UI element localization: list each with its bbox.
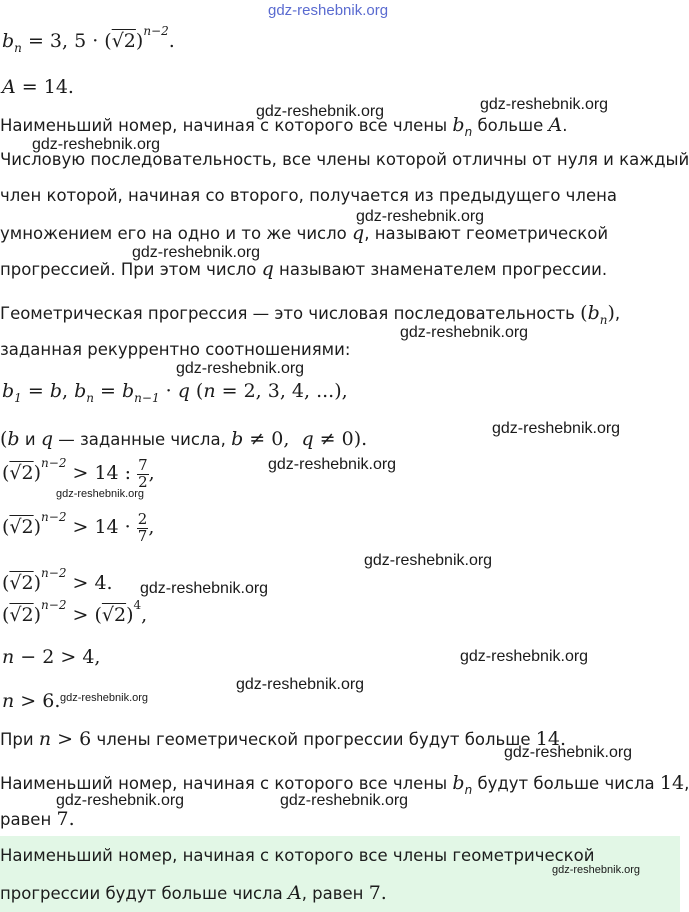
watermark: gdz-reshebnik.org [32, 136, 161, 153]
formula-a: A = 14. [2, 76, 74, 98]
watermark: gdz-reshebnik.org [236, 676, 365, 693]
inequality-1: $(√2)^{n-2} > 14$ : $\frac{7}{2}$ , [2, 455, 155, 491]
answer-line-1: Наименьший номер, начиная с которого все члены геометрической [0, 846, 595, 865]
watermark: gdz-reshebnik.org [280, 792, 409, 809]
watermark: gdz-reshebnik.org [400, 324, 529, 341]
watermark: gdz-reshebnik.org [492, 420, 621, 437]
watermark: gdz-reshebnik.org [356, 208, 485, 225]
watermark: gdz-reshebnik.org [552, 864, 641, 876]
result-line-2: Наименьший номер, начиная с которого все члены $b_n$ будут больше числа 14, [0, 772, 689, 797]
given-line: (b и q — заданные числа, b ≠ 0, q ≠ 0). [0, 428, 368, 450]
watermark: gdz-reshebnik.org [460, 648, 589, 665]
watermark: gdz-reshebnik.org [268, 2, 389, 19]
watermark: gdz-reshebnik.org [256, 103, 385, 120]
question-line: Наименьший номер, начиная с которого все члены $b_n$ больше A. [0, 114, 568, 139]
recurrence-formula: $b_1 = b$, $b_n = b_{n-1} \cdot q$ (n = 2, 3, 4, ...), [2, 380, 348, 405]
inequality-2: $(√2)^{n-2} > 14$ · $\frac{2}{7}$ , [2, 509, 155, 545]
inequality-5: n − 2 > 4, [2, 646, 101, 668]
definition-line-3: умножением его на одно и то же число q, называют геометрической [0, 222, 609, 244]
result-line-3: равен 7. [0, 808, 75, 830]
definition-text: , называют геометрической [364, 224, 609, 243]
result-text: При [0, 730, 34, 749]
watermark: gdz-reshebnik.org [364, 552, 493, 569]
answer-text: прогрессии будут больше числа [0, 884, 283, 903]
result-text: будут больше числа [477, 774, 655, 793]
watermark: gdz-reshebnik.org [56, 792, 185, 809]
inequality-3: $(√2)^{n-2} > 4$. [2, 566, 113, 594]
definition-text: называют знаменателем прогрессии. [279, 260, 608, 279]
watermark: gdz-reshebnik.org [480, 96, 609, 113]
question-text: Наименьший номер, начиная с которого все члены [0, 116, 448, 135]
gp-definition-line-2: заданная рекуррентно соотношениями: [0, 340, 351, 359]
answer-text: , равен [301, 884, 364, 903]
watermark: gdz-reshebnik.org [60, 692, 149, 704]
formula-bn: $b_n = 3$, $5 \cdot (√2)^{n-2}$. [2, 24, 175, 55]
definition-line-2: член которой, начиная со второго, получается из предыдущего члена [0, 186, 618, 205]
definition-text: Геометрическая прогрессия — это числовая последовательность [0, 304, 575, 323]
definition-line-4: прогрессией. При этом число q называют знаменателем прогрессии. [0, 258, 608, 280]
question-tail: больше [477, 116, 544, 135]
gp-definition-line-1: Геометрическая прогрессия — это числовая последовательность $(b_n)$, [0, 302, 621, 327]
definition-line-1: Числовую последовательность, все члены которой отличны от нуля и каждый [0, 150, 689, 169]
answer-line-2: прогрессии будут больше числа A, равен 7. [0, 882, 387, 904]
result-line-1: При n > 6 члены геометрической прогрессии будут больше 14. [0, 728, 566, 750]
watermark: gdz-reshebnik.org [140, 580, 269, 597]
result-text: члены геометрической прогрессии будут больше [96, 730, 531, 749]
watermark: gdz-reshebnik.org [176, 360, 305, 377]
watermark: gdz-reshebnik.org [56, 488, 145, 500]
result-text: Наименьший номер, начиная с которого все члены [0, 774, 448, 793]
watermark: gdz-reshebnik.org [268, 456, 397, 473]
watermark: gdz-reshebnik.org [132, 244, 261, 261]
result-text: равен [0, 810, 52, 829]
inequality-4: $(√2)^{n-2} > (√2)^4$, [2, 598, 148, 626]
inequality-6: n > 6. [2, 690, 61, 712]
definition-text: прогрессией. При этом число [0, 260, 257, 279]
watermark: gdz-reshebnik.org [504, 744, 633, 761]
definition-text: умножением его на одно и то же число [0, 224, 347, 243]
